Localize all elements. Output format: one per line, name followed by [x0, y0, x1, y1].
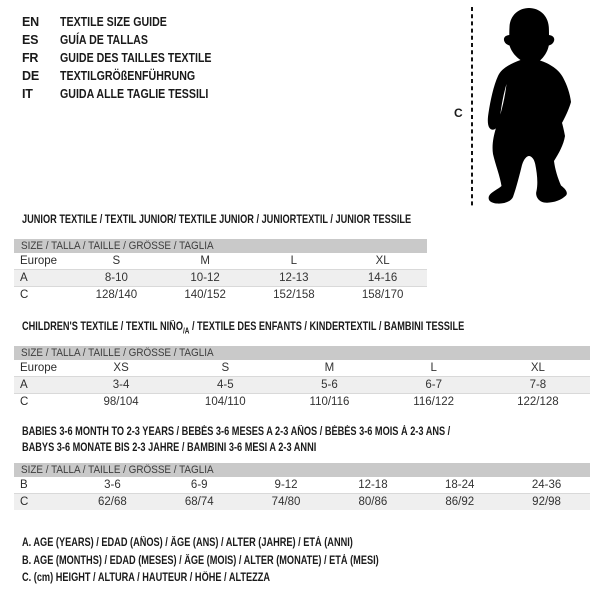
size-cell: S: [112, 255, 121, 267]
row-label: C: [20, 289, 29, 301]
footnote-c: C. (cm) HEIGHT / ALTURA / HAUTEUR / HÖHE / ALTEZZA: [22, 572, 271, 584]
babies-table-title: BABIES 3-6 MONTH TO 2-3 YEARS / BEBÉS 3-6 MESES A 2-3 AÑOS / BÉBÉS 3-6 MOIS À 2-3 ANS / BABYS 3-6 MONATE BIS 2-3 JAHRE / BAMBINI 3-6 MESI A 2-3 ANNI: [22, 426, 451, 454]
size-cell: 140/152: [184, 289, 226, 301]
guide-title-en: TEXTILE SIZE GUIDE: [60, 15, 167, 29]
size-cell: M: [200, 255, 210, 267]
size-cell: M: [324, 362, 335, 374]
size-cell: L: [290, 255, 298, 267]
baby-silhouette-icon: [483, 5, 575, 207]
size-cell: 104/110: [204, 396, 246, 408]
size-header-band: SIZE / TALLA / TAILLE / GRÖSSE / TAGLIA: [14, 239, 427, 253]
table-row: [14, 477, 590, 494]
size-cell: 80/86: [358, 496, 388, 508]
junior-size-table: [14, 239, 427, 303]
height-measure-label: C: [454, 106, 463, 120]
size-cell: 68/74: [184, 496, 214, 508]
language-row-de: [22, 67, 238, 85]
size-cell: 9-12: [274, 479, 298, 491]
table-row: [14, 270, 427, 287]
row-label: A: [20, 379, 28, 391]
row-label: C: [20, 396, 29, 408]
size-cell: XL: [530, 362, 545, 374]
size-cell: 128/140: [95, 289, 138, 301]
language-code: IT: [22, 87, 33, 101]
table-row: [14, 377, 590, 394]
size-cell: 74/80: [271, 496, 301, 508]
size-cell: 14-16: [367, 272, 398, 284]
size-cell: 7-8: [529, 379, 547, 391]
language-row-fr: [22, 49, 238, 67]
row-label: B: [20, 479, 28, 491]
size-cell: 12-18: [358, 479, 388, 491]
size-cell: XL: [375, 255, 390, 267]
language-code: EN: [22, 15, 39, 29]
size-cell: 98/104: [103, 396, 139, 408]
babies-size-table: [14, 463, 590, 510]
language-row-it: [22, 85, 238, 103]
language-code: DE: [22, 69, 39, 83]
size-cell: 6-7: [425, 379, 442, 391]
footnote-a: A. AGE (YEARS) / EDAD (AÑOS) / ÂGE (ANS) / ALTER (JAHRE) / ETÀ (ANNI): [22, 537, 353, 549]
size-cell: 152/158: [273, 289, 315, 301]
size-cell: 158/170: [361, 289, 404, 301]
language-row-es: [22, 31, 238, 49]
size-cell: L: [430, 362, 437, 374]
table-row: [14, 394, 590, 411]
size-cell: 8-10: [104, 272, 128, 284]
size-cell: 92/98: [532, 496, 561, 508]
row-label: C: [20, 496, 29, 508]
size-header-band: SIZE / TALLA / TAILLE / GRÖSSE / TAGLIA: [14, 463, 590, 477]
size-cell: 10-12: [190, 272, 220, 284]
footnotes: [22, 535, 468, 588]
table-row: [14, 360, 590, 377]
height-measure-line: [470, 7, 474, 207]
row-label: A: [20, 272, 28, 284]
size-cell: 110/116: [309, 396, 350, 408]
size-header-band: SIZE / TALLA / TAILLE / GRÖSSE / TAGLIA: [14, 346, 590, 360]
size-cell: 6-9: [190, 479, 208, 491]
row-label: Europe: [20, 255, 58, 267]
size-cell: 116/122: [413, 396, 455, 408]
table-row: [14, 287, 427, 304]
junior-table-title: JUNIOR TEXTILE / TEXTIL JUNIOR/ TEXTILE JUNIOR / JUNIORTEXTIL / JUNIOR TESSILE: [22, 214, 412, 226]
size-cell: S: [221, 362, 230, 374]
guide-title-es: GUÍA DE TALLAS: [60, 33, 148, 47]
language-code: ES: [22, 33, 39, 47]
language-code: FR: [22, 51, 39, 65]
table-row: [14, 253, 427, 270]
size-cell: 86/92: [445, 496, 475, 508]
size-cell: 18-24: [445, 479, 475, 491]
size-cell: 62/68: [98, 496, 127, 508]
guide-title-it: GUIDA ALLE TAGLIE TESSILI: [60, 87, 209, 101]
guide-title-fr: GUIDE DES TAILLES TEXTILE: [60, 51, 212, 65]
language-header: [22, 13, 238, 103]
size-cell: 24-36: [531, 479, 562, 491]
size-cell: 5-6: [321, 379, 338, 391]
row-label: Europe: [20, 362, 58, 374]
size-cell: 3-4: [112, 379, 130, 391]
size-cell: 122/128: [517, 396, 559, 408]
table-row: [14, 494, 590, 511]
guide-title-de: TEXTILGRÖßENFÜHRUNG: [60, 69, 196, 83]
children-table-title: CHILDREN'S TEXTILE / TEXTIL $NIÑO_{/A}$ / TEXTILE DES ENFANTS / KINDERTEXTIL / BAMBINI TESSILE: [22, 321, 465, 336]
size-cell: 4-5: [216, 379, 234, 391]
size-cell: 12-13: [279, 272, 309, 284]
size-cell: XS: [113, 362, 129, 374]
size-cell: 3-6: [104, 479, 121, 491]
footnote-b: B. AGE (MONTHS) / EDAD (MESES) / ÂGE (MOIS) / ALTER (MONATE) / ETÀ (MESI): [22, 554, 379, 567]
children-size-table: [14, 346, 590, 410]
language-row-en: [22, 13, 238, 31]
